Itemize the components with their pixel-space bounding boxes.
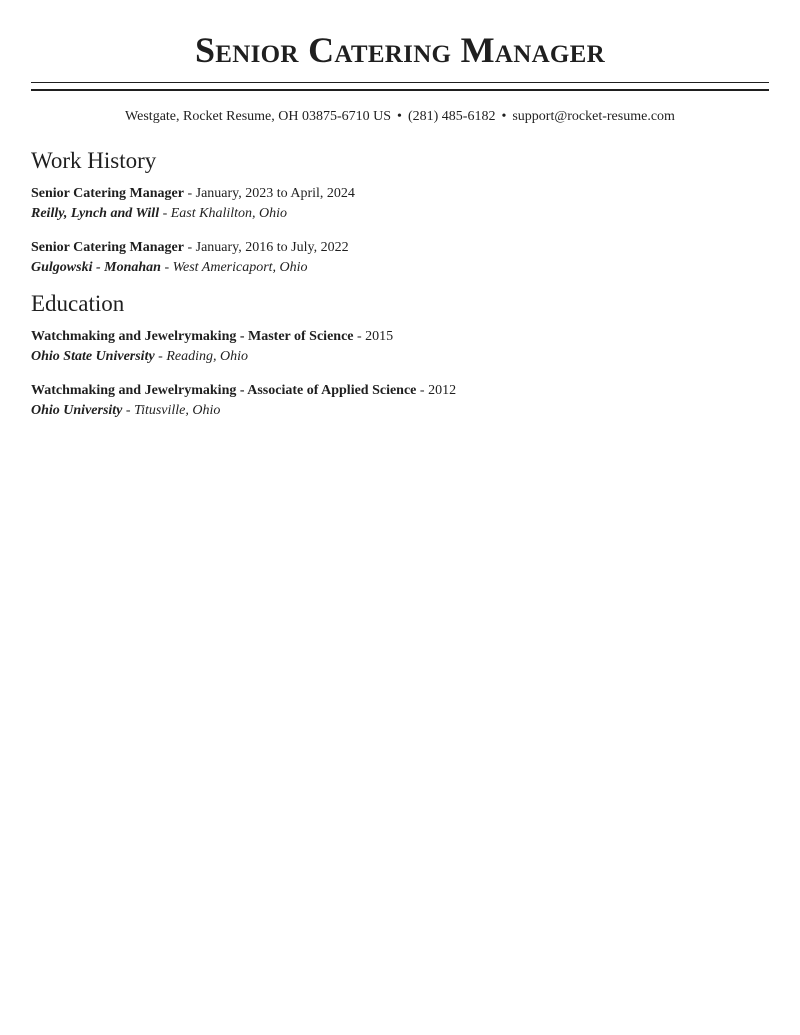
work-entry-company-line: Reilly, Lynch and Will - East Khalilton, Ohio (31, 206, 288, 221)
work-entry-location: East Khalilton, Ohio (170, 206, 288, 221)
education-heading: Education (31, 291, 125, 316)
education-entry-degree-line: Watchmaking and Jewelrymaking - Master of Science - 2015 (31, 329, 394, 344)
work-entry-company: Reilly, Lynch and Will (31, 206, 160, 221)
contact-separator: • (397, 109, 402, 124)
education-entry-year: 2015 (365, 329, 394, 344)
education-entry-location: Reading, Ohio (166, 349, 248, 364)
education-entry-location: Titusville, Ohio (134, 403, 221, 418)
education-entry (31, 381, 769, 421)
contact-line (31, 108, 769, 126)
education-entry (31, 327, 769, 367)
work-entry-role: Senior Catering Manager (31, 186, 184, 201)
work-history-heading: Work History (31, 148, 157, 173)
page-title: Senior Catering Manager (194, 30, 606, 70)
education-entry-school: Ohio University (31, 403, 123, 418)
education-entry-school-line: Ohio University - Titusville, Ohio (31, 403, 221, 418)
contact-phone: (281) 485-6182 (407, 109, 496, 124)
contact-separator: • (501, 109, 507, 124)
contact-address: Westgate, Rocket Resume, OH 03875-6710 US (125, 109, 392, 124)
work-entry-title-line: Senior Catering Manager - January, 2023 to April, 2024 (31, 186, 355, 201)
work-entry-company: Gulgowski - Monahan (31, 260, 161, 275)
education-entry-degree: Watchmaking and Jewelrymaking - Master of Science (31, 329, 354, 344)
work-entry (31, 184, 769, 224)
title-divider (31, 82, 769, 91)
work-entry-dates: January, 2016 to July, 2022 (195, 240, 349, 255)
education-entry-school-line: Ohio State University - Reading, Ohio (31, 349, 248, 364)
work-entry-company-line: Gulgowski - Monahan - West Americaport, Ohio (31, 260, 308, 275)
education-entry-degree: Watchmaking and Jewelrymaking - Associate of Applied Science (31, 383, 417, 398)
work-entry-role: Senior Catering Manager (31, 240, 184, 255)
work-entry-title-line: Senior Catering Manager - January, 2016 to July, 2022 (31, 240, 349, 255)
education-entry-school: Ohio State University (31, 349, 155, 364)
work-entry-dates: January, 2023 to April, 2024 (195, 186, 355, 201)
work-entry (31, 238, 769, 278)
education-entry-year: 2012 (428, 383, 457, 398)
work-entry-location: West Americaport, Ohio (172, 260, 308, 275)
contact-email: support@rocket-resume.com (512, 109, 675, 124)
education-entry-degree-line: Watchmaking and Jewelrymaking - Associate of Applied Science - 2012 (31, 383, 457, 398)
